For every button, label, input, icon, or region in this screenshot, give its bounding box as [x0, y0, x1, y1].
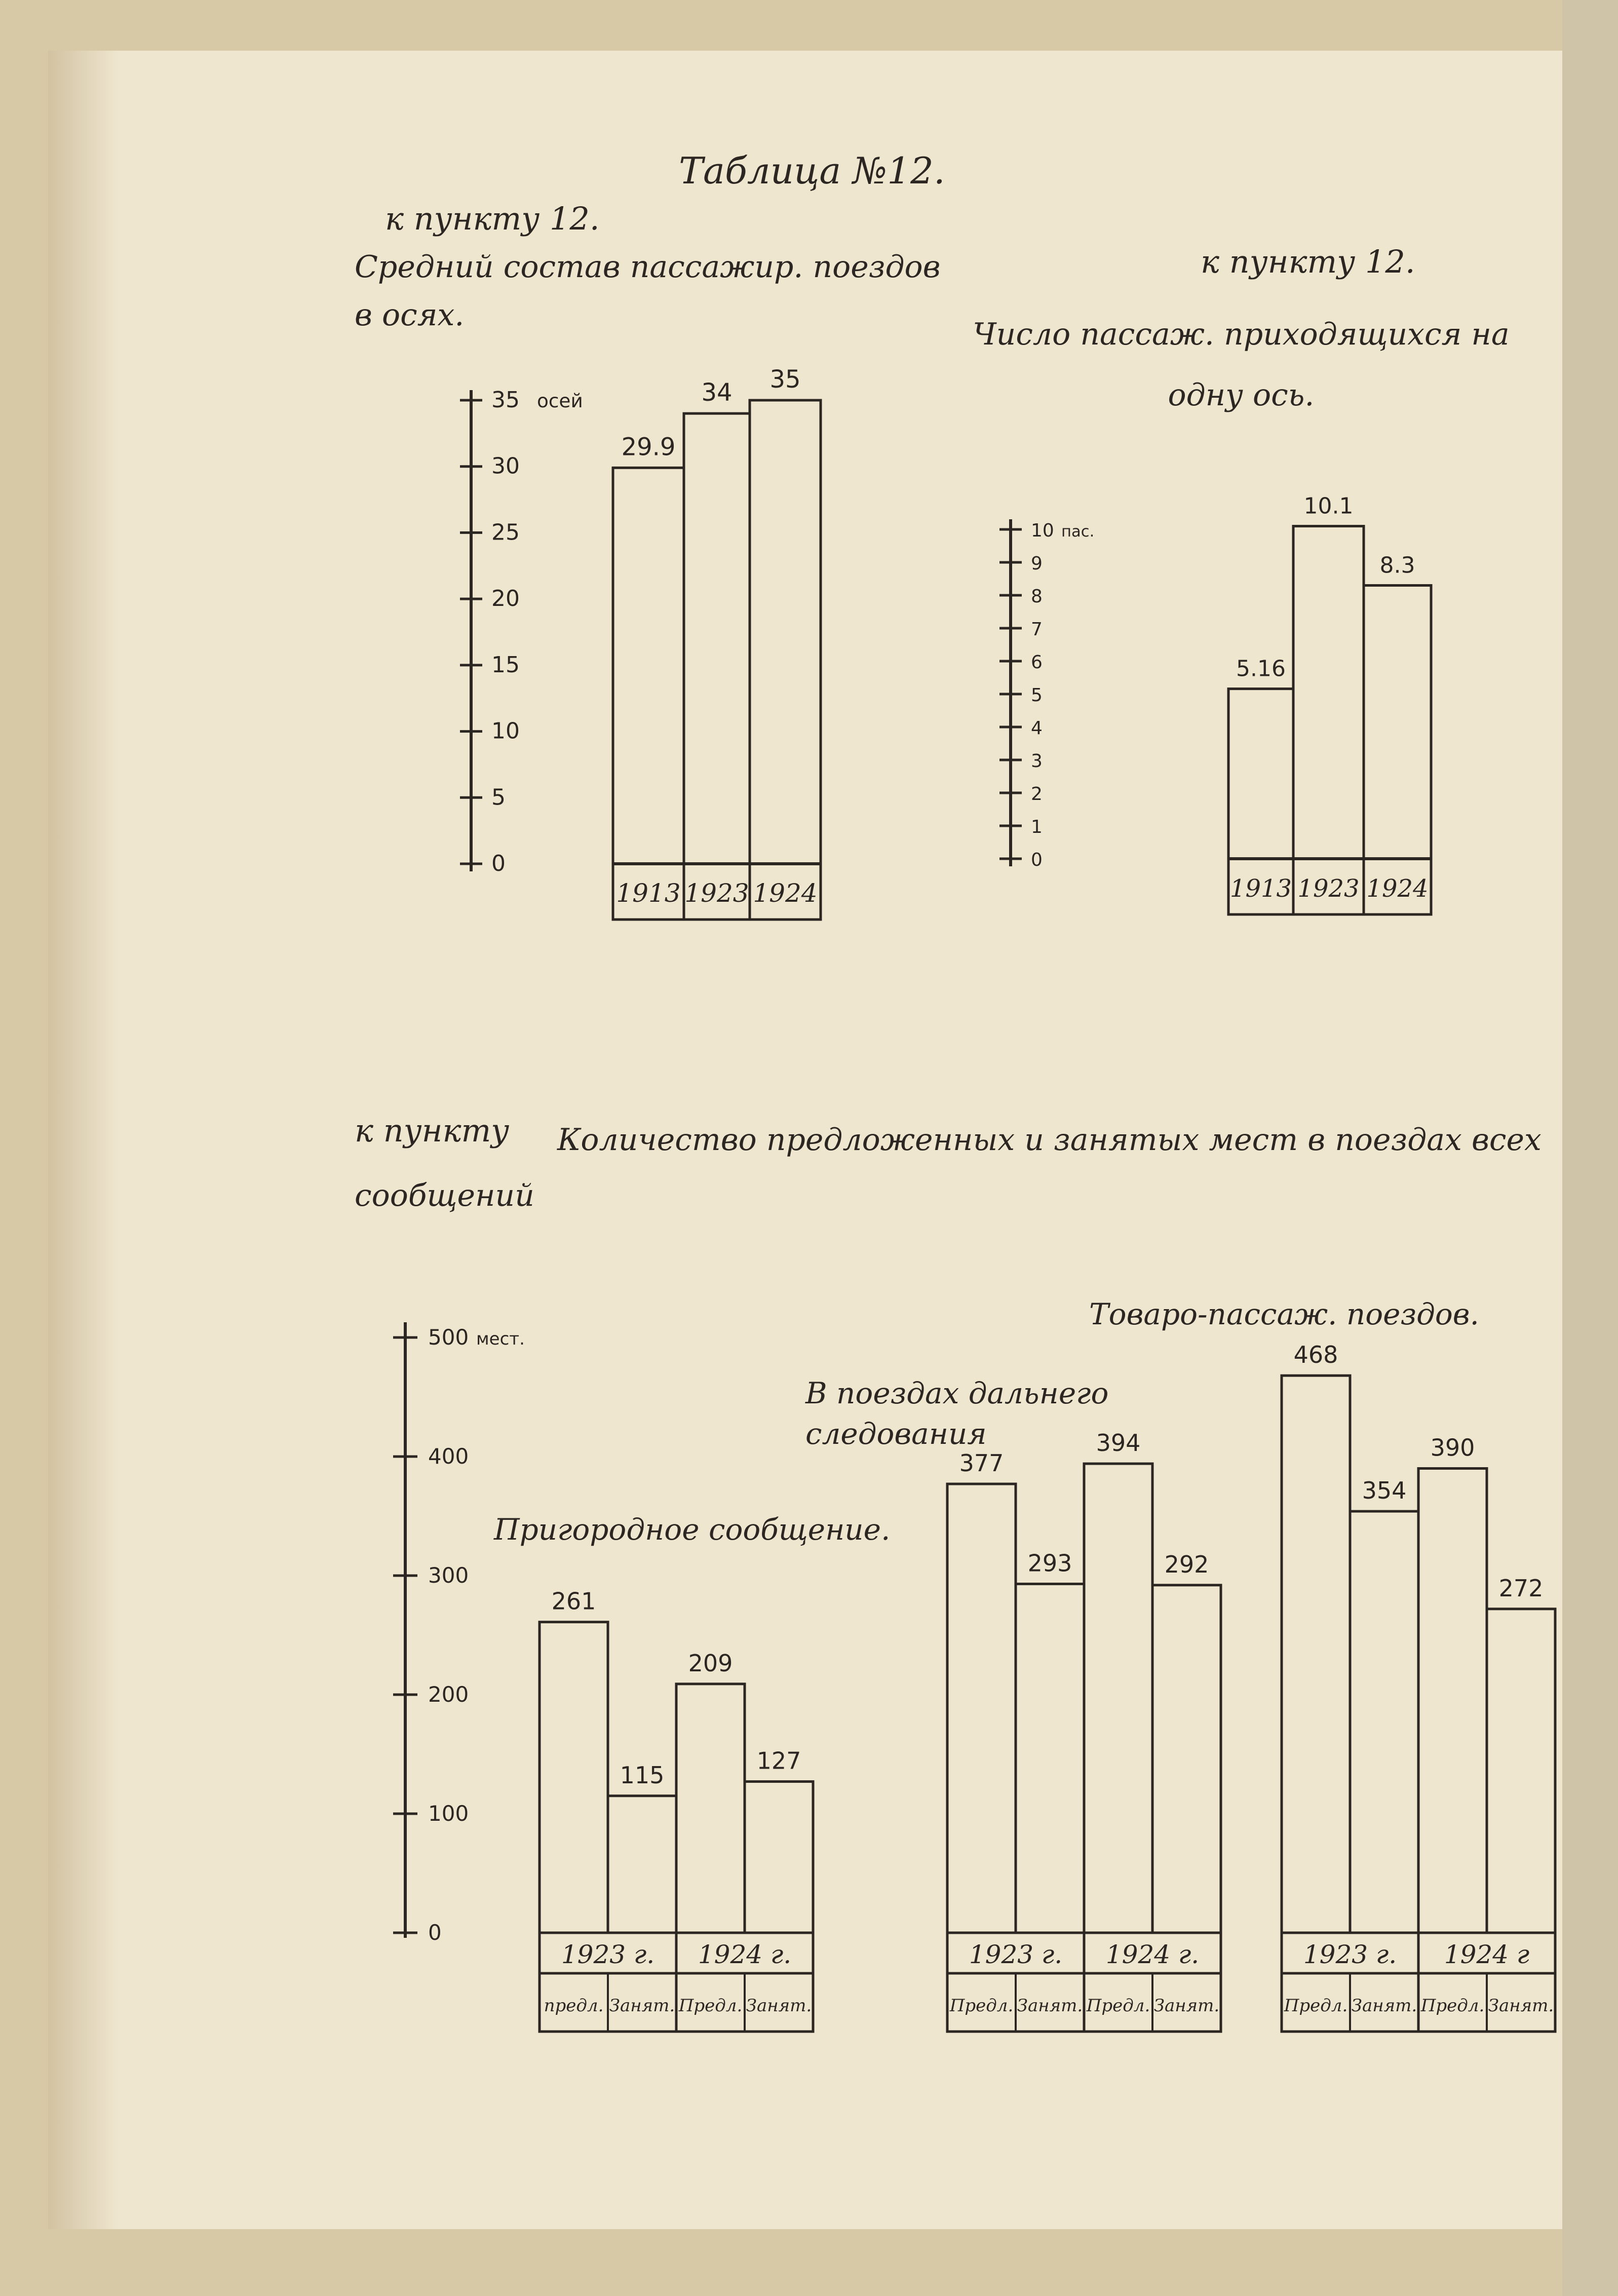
chart3-group0-year-label: 1923 г.: [561, 1940, 655, 1969]
chart2-ytick-label: 1: [1031, 817, 1043, 837]
chart3-group1-bar: [1084, 1464, 1152, 1933]
chart2-category-label: 1924: [1366, 874, 1429, 903]
chart3-group0-bar: [540, 1622, 608, 1933]
chart1-bar: [684, 413, 750, 864]
chart3-group2-year-label: 1924 г: [1444, 1940, 1530, 1969]
chart3-group2-year-label: 1923 г.: [1303, 1940, 1397, 1969]
chart3-group1-category-label: Предл.: [1086, 1996, 1150, 2016]
group-suburban-title: Пригородное сообщение.: [494, 1512, 891, 1547]
chart3-group1-value-label: 377: [959, 1449, 1004, 1477]
chart3-group1-value-label: 293: [1027, 1549, 1072, 1577]
chart3-group0-bar: [676, 1684, 745, 1933]
chart1-value-label: 29.9: [621, 433, 676, 462]
chart3-group1-bar: [1152, 1585, 1221, 1933]
chart1-value-label: 35: [769, 365, 801, 394]
chart3-group2-value-label: 272: [1498, 1574, 1544, 1602]
group-longdistance-title: В поездах дальнего следования: [805, 1376, 1109, 1451]
chart3-group2-bar: [1487, 1609, 1555, 1933]
chart3-group2-category-label: Предл.: [1284, 1996, 1348, 2016]
chart1-ytick-label: 10: [491, 718, 520, 744]
chart2-axis-unit: пас.: [1061, 523, 1095, 541]
chart3-ytick-label: 500: [428, 1325, 469, 1350]
chart3-group2-value-label: 354: [1362, 1477, 1407, 1505]
chart3-group1-category-label: Предл.: [949, 1996, 1014, 2016]
chart2-value-label: 5.16: [1236, 656, 1286, 682]
chart2-ytick-label: 3: [1031, 751, 1043, 772]
chart3-group0-bar: [745, 1782, 813, 1933]
chart3-ytick-label: 300: [428, 1563, 469, 1588]
page-title: Таблица №12.: [679, 149, 945, 192]
chart3-title: Количество предложенных и занятых мест в поездах всех сообщений: [355, 1122, 1542, 1213]
chart1-bar: [750, 400, 821, 864]
chart3-group1-bar: [947, 1484, 1016, 1933]
chart3-ref: к пункту: [355, 1112, 510, 1149]
chart3-group1-category-label: Занят.: [1017, 1996, 1083, 2016]
chart1-category-label: 1913: [616, 878, 681, 908]
chart3-group0-category-label: предл.: [544, 1996, 604, 2016]
chart1-ytick-label: 5: [491, 784, 506, 811]
chart2-title: Число пассаж. приходящихся на одну ось.: [973, 317, 1510, 413]
chart2-bar: [1228, 689, 1293, 859]
chart3-group2-category-label: Предл.: [1420, 1996, 1485, 2016]
chart2-bar: [1364, 586, 1431, 859]
chart3-group2-category-label: Занят.: [1351, 1996, 1417, 2016]
chart3-group2-bar: [1418, 1469, 1487, 1933]
chart3-group1-year-label: 1924 г.: [1105, 1940, 1200, 1969]
chart3-group2-bar: [1350, 1511, 1418, 1933]
chart2-value-label: 8.3: [1379, 552, 1415, 579]
chart1-bar: [613, 468, 684, 864]
chart3-ytick-label: 400: [428, 1444, 469, 1469]
chart3-group1-value-label: 292: [1164, 1550, 1209, 1578]
chart3-group2-category-label: Занят.: [1488, 1996, 1554, 2016]
chart2-ytick-label: 6: [1031, 652, 1043, 673]
chart1-ytick-label: 25: [491, 519, 520, 546]
chart3-group1-value-label: 394: [1096, 1429, 1141, 1457]
chart1-title: Средний состав пассажир. поездов в осях.: [355, 249, 941, 333]
chart3-group2-value-label: 390: [1430, 1434, 1475, 1462]
chart3-group2-bar: [1282, 1375, 1350, 1933]
chart1-ytick-label: 15: [491, 652, 520, 678]
chart1-ytick-label: 30: [491, 453, 520, 479]
chart3-group0-bar: [608, 1796, 676, 1933]
chart1-category-label: 1923: [684, 878, 749, 908]
chart3-group1-year-label: 1923 г.: [969, 1940, 1063, 1969]
chart3-group0-category-label: Занят.: [746, 1996, 812, 2016]
chart1-ytick-label: 0: [491, 851, 506, 876]
chart3-ytick-label: 200: [428, 1682, 469, 1707]
chart1-ytick-label: 35: [491, 387, 520, 413]
chart3-group0-category-label: Занят.: [609, 1996, 675, 2016]
chart3-group0-year-label: 1924 г.: [698, 1940, 792, 1969]
chart2-category-label: 1913: [1229, 874, 1292, 903]
chart2-ytick-label: 5: [1031, 685, 1043, 706]
chart2-ytick-label: 0: [1031, 850, 1043, 870]
chart3-group2-value-label: 468: [1293, 1341, 1338, 1369]
chart2-ytick-label: 9: [1031, 553, 1043, 574]
chart3-axis-unit: мест.: [476, 1329, 525, 1349]
chart2-ytick-label: 2: [1031, 784, 1043, 805]
chart2-ytick-label: 10: [1031, 520, 1054, 541]
chart3-group0-value-label: 261: [551, 1587, 596, 1615]
chart2-ytick-label: 8: [1031, 586, 1043, 607]
chart3-group0-value-label: 127: [756, 1747, 801, 1775]
chart3-group1-bar: [1016, 1584, 1084, 1933]
chart3-group0-category-label: Предл.: [678, 1996, 743, 2016]
chart3-group0-value-label: 115: [620, 1761, 665, 1789]
chart2-ytick-label: 4: [1031, 718, 1043, 739]
chart2-ref: к пункту 12.: [1201, 243, 1415, 280]
group-mixed-title: Товаро-пассаж. поездов.: [1089, 1297, 1479, 1331]
chart1-value-label: 34: [701, 378, 733, 407]
chart3-ytick-label: 0: [428, 1920, 442, 1945]
chart2-category-label: 1923: [1297, 874, 1360, 903]
chart2-value-label: 10.1: [1303, 493, 1354, 519]
chart2-bar: [1293, 526, 1364, 859]
chart3-group1-category-label: Занят.: [1153, 1996, 1220, 2016]
chart1-ytick-label: 20: [491, 586, 520, 612]
chart2-ytick-label: 7: [1031, 619, 1043, 640]
chart1-category-label: 1924: [753, 878, 818, 908]
chart1-ref: к пункту 12.: [385, 200, 600, 237]
chart3-group0-value-label: 209: [688, 1649, 733, 1677]
chart1-axis-unit: осей: [537, 390, 583, 412]
chart3-ytick-label: 100: [428, 1801, 469, 1826]
